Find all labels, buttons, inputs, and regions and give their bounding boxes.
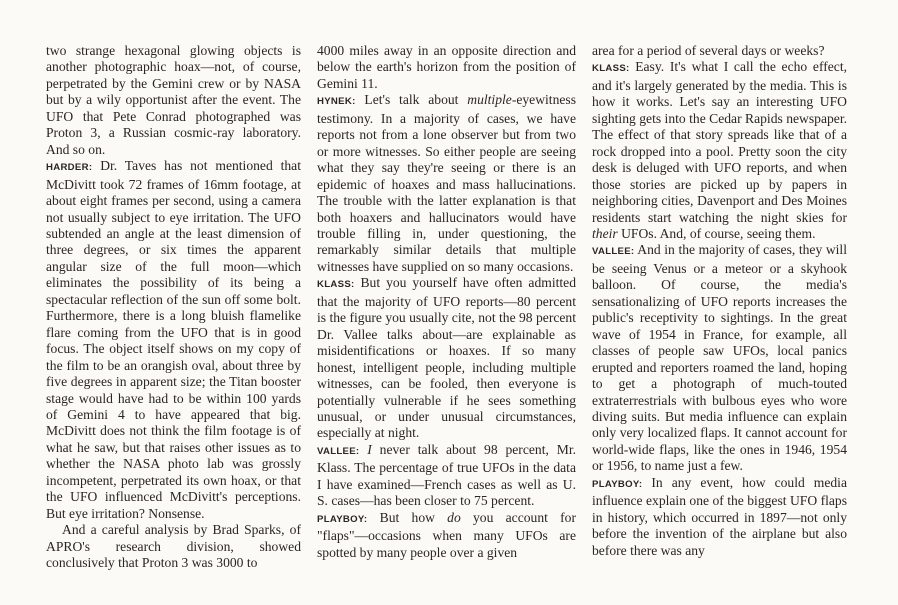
speaker-label: KLASS: [592,63,630,75]
text-column-2 [317,43,576,561]
emphasis: do [447,509,461,525]
speaker-label: HYNEK: [317,96,356,108]
paragraph-text: two strange hexagonal glowing objects is another photographic hoax—not, of course, perpetrated by the Gemini crew or by NASA but by a wily opportunist after the event. The UFO that Pete Conrad photographed was Proton 3, a Russian cosmic-ray laboratory. And so on. [46,43,301,157]
paragraph-text: And in the majority of cases, they will be seeing Venus or a meteor or a skyhook balloon. Of course, the media's sensationalizing of UFO reports increases the public's receptivity to sightings. In the great wave of 1954 in France, for example, all classes of people saw UFOs, local panics erupted and reporters roamed the land, hoping to get a photograph of much-touted extraterrestrials with bulbous eyes who wore diving suits. But media influence can explain only very localized flaps. It cannot account for world-wide flaps, like the ones in 1946, 1954 or 1956, to name just a few. [592,242,847,474]
paragraph-text: In any event, how could media influence explain one of the biggest UFO flaps in history, which occurred in 1897—not only before the invention of the airplane but also before there was any [592,474,847,558]
paragraph-text: you account for "flaps"—occasions when many UFOs are spotted by many people over a given [317,509,576,560]
paragraph [317,442,576,510]
paragraph [317,275,576,442]
paragraph-text: But you yourself have often admitted that the majority of UFO reports—80 percent is the figure you usually cite, not the 98 percent Dr. Vallee talks about—are explainable as misidentifications or hoaxes. If so many honest, intelligent people, including multiple witnesses, can be fooled, then everyone is potentially vulnerable if he sees something unusual, or under unusual circumstances, especially at night. [317,275,576,441]
speaker-label: HARDER: [46,162,93,174]
paragraph [46,158,301,522]
emphasis: their [592,225,618,241]
paragraph-text-lead: Let's talk about [364,92,468,108]
paragraph [592,475,847,559]
paragraph-text: Easy. It's what I call the echo effect, and it's largely generated by the media. This is how it works. Let's say an interesting UFO sighting gets into the Cedar Rapids newspaper. The effect of that story spreads like that of a rock dropped into a pool. Pretty soon the city desk is deluged with UFO reports, and when those stories are picked up by papers in neighboring cities, Davenport and Des Moines residents start watching the night skies for [592,59,847,225]
paragraph [592,43,847,59]
paragraph-text-tail: UFOs. And, of course, seeing them. [617,225,816,241]
text-column-1 [46,43,301,572]
speaker-label: KLASS: [317,279,355,291]
paragraph-text: 4000 miles away in an opposite direction and below the earth's horizon from the position of Gemini 11. [317,43,576,91]
speaker-label: PLAYBOY: [317,513,368,525]
text-column-3 [592,43,847,559]
paragraph [317,510,576,561]
emphasis: I [367,441,372,457]
paragraph [592,242,847,474]
speaker-label: VALLEE: [592,246,635,258]
paragraph [46,43,301,158]
paragraph [317,43,576,92]
paragraph [46,522,301,571]
paragraph-text: -eyewitness testimony. In a majority of cases, we have reports not from a lone observer but from two or more witnesses. So either people are seeing what they say they're seeing or there is an epidemic of hoaxes and mass hallucinations. The trouble with the latter explanation is that both hoaxers and hallucinators would have trouble filling in, under questioning, the remarkably similar details that multiple witnesses have supplied on so many occasions. [317,92,576,274]
speaker-label: PLAYBOY: [592,478,643,490]
paragraph [317,92,576,275]
paragraph [592,59,847,242]
emphasis: multiple [467,92,512,108]
paragraph-text: And a careful analysis by Brad Sparks, of APRO's research division, showed conclusively that Proton 3 was 3000 to [46,522,301,571]
paragraph-text-lead: But how [379,509,448,525]
speaker-label: VALLEE: [317,445,360,457]
paragraph-text: never talk about 98 percent, Mr. Klass. The percentage of true UFOs in the data I have examined—French cases as well as U. S. cases—has been closer to 75 percent. [317,441,576,509]
paragraph-text: Dr. Taves has not mentioned that McDivitt took 72 frames of 16mm footage, at about eight frames per second, using a camera not usually subject to eye irritation. The UFO subtended an angle at the least dimension of three degrees, or six times the apparent angular size of the full moon—which eliminates the possibility of its being a spectacular reflection of the sun off some bolt. Furthermore, there is a long bluish flamelike flare coming from the UFO that is in good focus. The object itself shows on my copy of the film to be an orangish oval, about three by five degrees in apparent size; the Titan booster stage would have had to be within 100 yards of Gemini 4 to have appeared that big. McDivitt does not think the film footage is of what he saw, but that raises other issues as to whether the NASA photo lab was grossly incompetent, perpetrated its own hoax, or that the UFO influenced McDivitt's perceptions. But eye irritation? Nonsense. [46,158,301,521]
paragraph-text: area for a period of several days or weeks? [592,43,825,58]
